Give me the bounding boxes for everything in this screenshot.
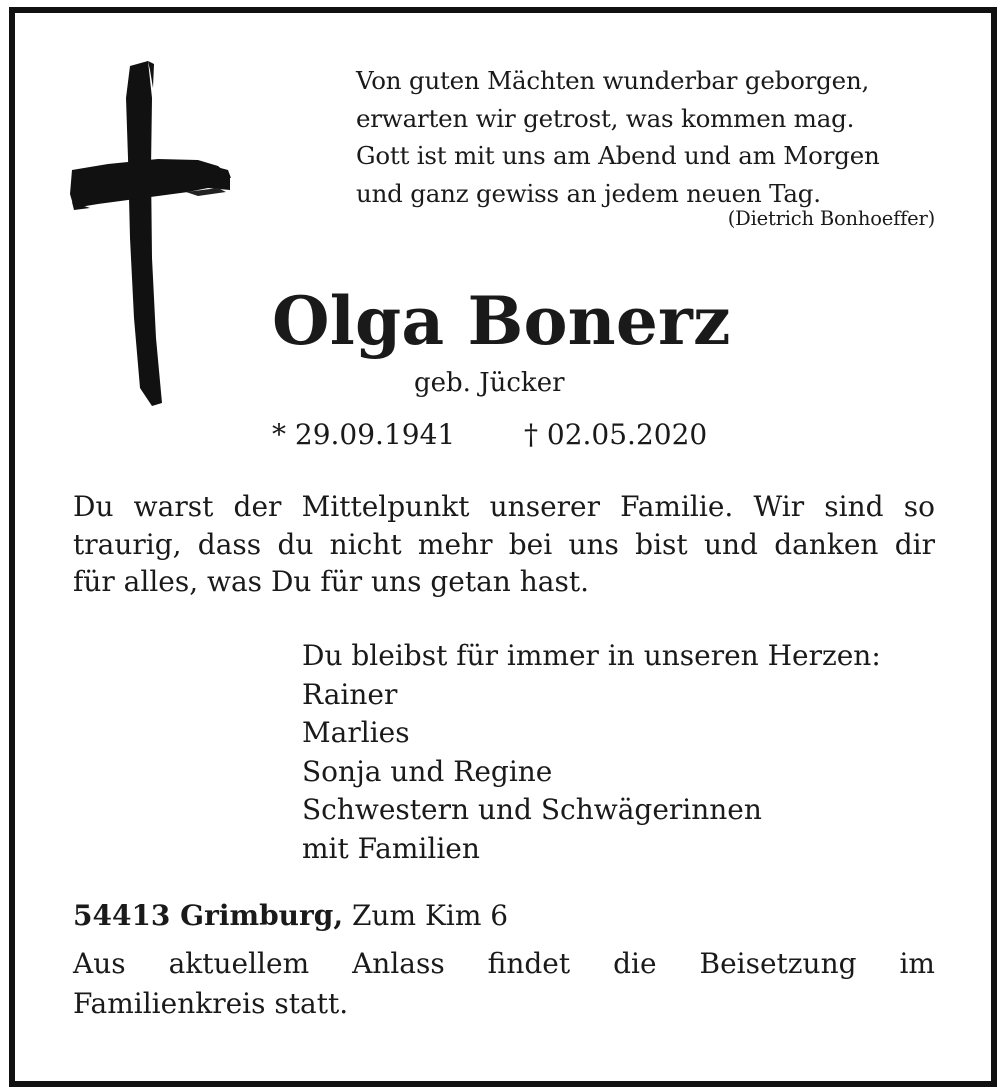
address-street: Zum Kim 6 bbox=[352, 899, 509, 932]
mourner-name: mit Familien bbox=[302, 831, 480, 865]
deceased-name: Olga Bonerz bbox=[272, 282, 731, 360]
mourners-intro: Du bleibst für immer in unseren Herzen: bbox=[302, 639, 881, 672]
quote-line: und ganz gewiss an jedem neuen Tag. bbox=[356, 178, 821, 208]
burial-notice bbox=[73, 944, 935, 1024]
death-date: † 02.05.2020 bbox=[524, 418, 708, 451]
message-line: für alles, was Du für uns getan hast. bbox=[73, 565, 589, 598]
address bbox=[73, 899, 508, 932]
quote-author: (Dietrich Bonhoeffer) bbox=[727, 207, 935, 230]
quote-line: Von guten Mächten wunderbar geborgen, bbox=[356, 66, 870, 95]
mourner-name: Rainer bbox=[302, 677, 398, 711]
mourners-list bbox=[302, 637, 881, 868]
family-message bbox=[73, 488, 935, 601]
notice-line: Familienkreis statt. bbox=[73, 987, 349, 1020]
bonhoeffer-quote bbox=[356, 62, 946, 232]
mourner-name: Sonja und Regine bbox=[302, 754, 553, 788]
mourner-name: Schwestern und Schwägerinnen bbox=[302, 793, 762, 826]
maiden-name: geb. Jücker bbox=[414, 368, 565, 398]
message-line: Du warst der Mittelpunkt unserer Familie. Wir sind so bbox=[73, 490, 935, 523]
quote-line: erwarten wir getrost, was kommen mag. bbox=[356, 103, 855, 133]
notice-line: Aus aktuellem Anlass findet die Beisetzung im bbox=[73, 947, 935, 980]
birth-date: * 29.09.1941 bbox=[272, 418, 456, 451]
address-city: 54413 Grimburg, bbox=[73, 899, 344, 932]
mourner-name: Marlies bbox=[302, 716, 410, 749]
message-line: traurig, dass du nicht mehr bei uns bist und danken dir bbox=[73, 527, 935, 561]
quote-line: Gott ist mit uns am Abend und am Morgen bbox=[356, 141, 880, 170]
cross-icon bbox=[68, 58, 234, 408]
